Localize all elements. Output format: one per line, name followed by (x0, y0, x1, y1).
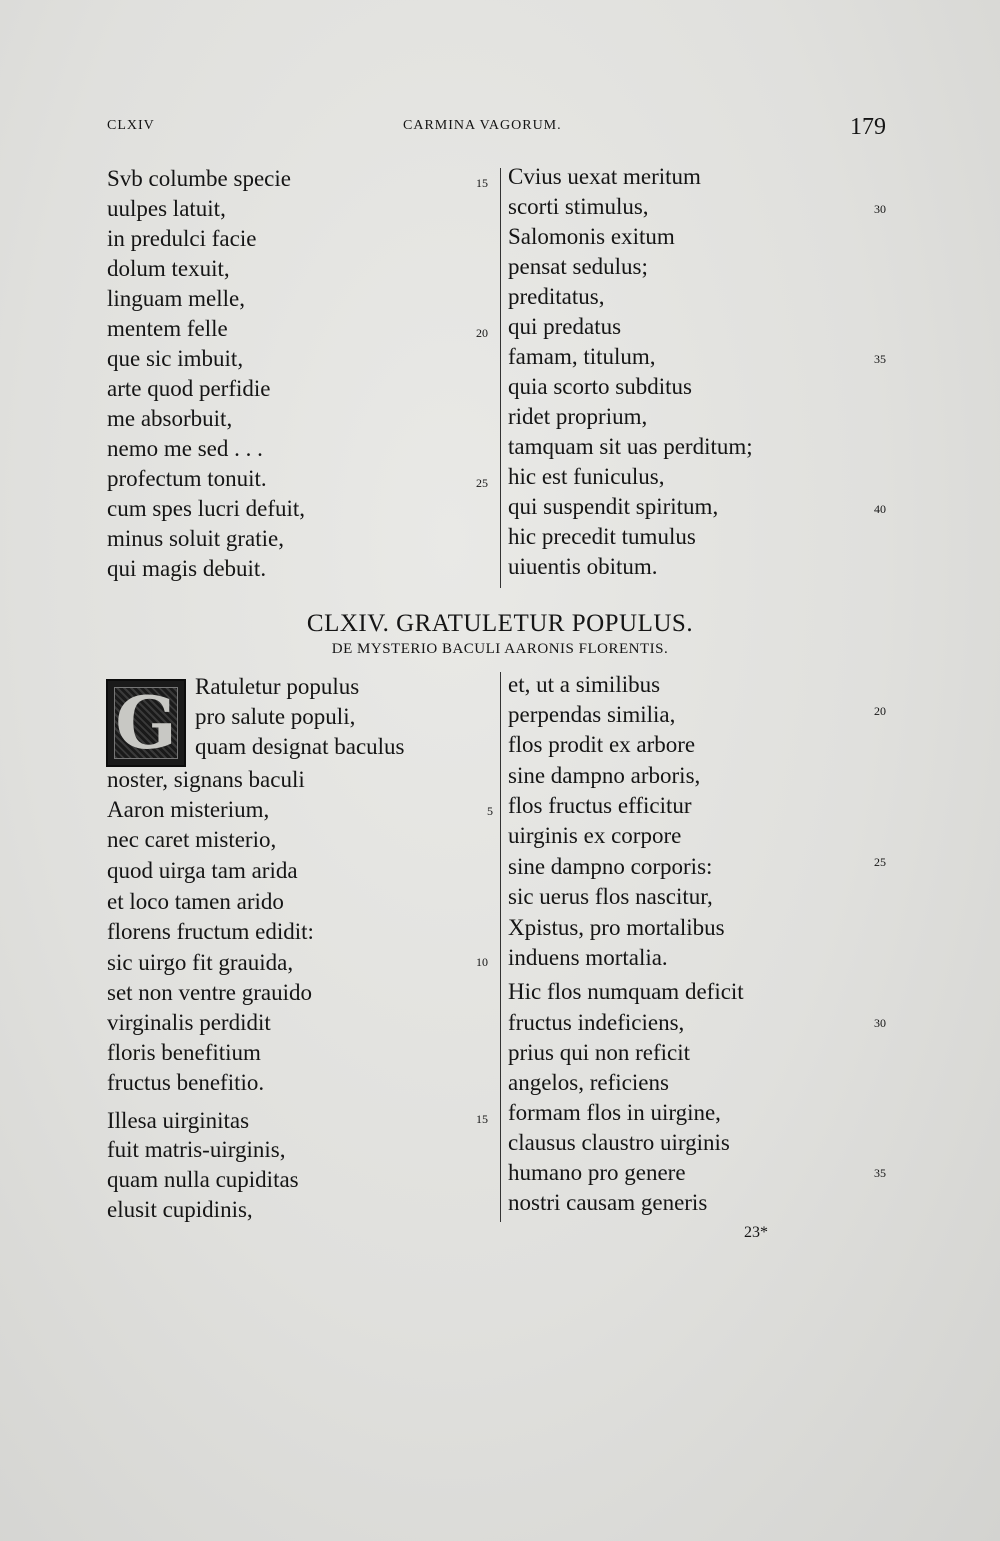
verse-line: pensat sedulus; (508, 254, 648, 279)
line-number: 20 (874, 704, 886, 718)
verse-line: Xpistus, pro mortalibus (508, 915, 725, 940)
line-number: 40 (874, 502, 886, 516)
verse-line: tamquam sit uas perditum; (508, 434, 753, 459)
verse-line: hic precedit tumulus (508, 524, 696, 549)
column-rule (500, 672, 501, 1222)
verse-line: in predulci facie (107, 226, 257, 251)
verse-line: Salomonis exitum (508, 224, 675, 249)
verse-line: et, ut a similibus (508, 672, 661, 697)
line-number: 35 (874, 1166, 886, 1180)
verse-line: mentem felle (107, 316, 228, 341)
verse-line: florens fructum edidit: (107, 919, 314, 944)
verse-line: fructus indeficiens, (508, 1010, 685, 1035)
verse-line: et loco tamen arido (107, 889, 284, 914)
line-number: 30 (874, 1016, 886, 1030)
verse-line: angelos, reficiens (508, 1070, 669, 1095)
verse-line: linguam melle, (107, 286, 245, 311)
verse-line: arte quod perfidie (107, 376, 271, 401)
verse-line: quam designat baculus (195, 734, 405, 759)
running-head-left: CLXIV (107, 118, 155, 133)
line-number: 15 (476, 176, 488, 190)
verse-line: noster, signans baculi (107, 767, 305, 792)
verse-line: ridet proprium, (508, 404, 648, 429)
page-number: 179 (850, 114, 886, 140)
verse-line: Hic flos numquam deficit (508, 979, 744, 1004)
verse-line: quia scorto subditus (508, 374, 692, 399)
decorated-initial (106, 679, 186, 767)
verse-line: uiuentis obitum. (508, 554, 658, 579)
verse-line: virginalis perdidit (107, 1010, 271, 1035)
line-number: 10 (476, 955, 488, 969)
verse-line: elusit cupidinis, (107, 1197, 253, 1222)
verse-line: famam, titulum, (508, 344, 656, 369)
verse-line: formam flos in uirgine, (508, 1100, 721, 1125)
verse-line: nostri causam generis (508, 1190, 708, 1215)
verse-line: sine dampno corporis: (508, 854, 713, 879)
verse-line: me absorbuit, (107, 406, 233, 431)
verse-line: humano pro genere (508, 1160, 686, 1185)
poem-subtitle: DE MYSTERIO BACULI AARONIS FLORENTIS. (331, 641, 669, 657)
verse-line: uulpes latuit, (107, 196, 226, 221)
verse-line: profectum tonuit. (107, 466, 267, 491)
verse-line: qui suspendit spiritum, (508, 494, 719, 519)
verse-line: sine dampno arboris, (508, 763, 701, 788)
line-number: 25 (874, 855, 886, 869)
verse-line: fuit matris-uirginis, (107, 1137, 286, 1162)
verse-line: flos fructus efficitur (508, 793, 692, 818)
verse-line: nec caret misterio, (107, 827, 277, 852)
verse-line: Svb columbe specie (107, 166, 291, 191)
column-rule (500, 168, 501, 588)
verse-line: clausus claustro uirginis (508, 1130, 730, 1155)
verse-line: sic uerus flos nascitur, (508, 884, 713, 909)
poem-title: CLXIV. GRATULETUR POPULUS. (306, 610, 694, 637)
verse-line: floris benefitium (107, 1040, 261, 1065)
verse-line: preditatus, (508, 284, 605, 309)
verse-line: qui predatus (508, 314, 622, 339)
verse-line: Cvius uexat meritum (508, 164, 701, 189)
verse-line: quam nulla cupiditas (107, 1167, 299, 1192)
verse-line: qui magis debuit. (107, 556, 267, 581)
line-number: 30 (874, 202, 886, 216)
verse-line: nemo me sed . . . (107, 436, 263, 461)
running-head-title: CARMINA VAGORUM. (403, 118, 562, 133)
verse-line: dolum texuit, (107, 256, 230, 281)
line-number: 25 (476, 476, 488, 490)
verse-line: hic est funiculus, (508, 464, 665, 489)
verse-line: prius qui non reficit (508, 1040, 691, 1065)
initial-letter: G (115, 680, 177, 765)
verse-line: Aaron misterium, (107, 797, 270, 822)
verse-line: quod uirga tam arida (107, 858, 298, 883)
folio-signature: 23* (744, 1224, 768, 1241)
verse-line: set non ventre grauido (107, 980, 313, 1005)
verse-line: induens mortalia. (508, 945, 668, 970)
verse-line: Ratuletur populus (195, 674, 360, 699)
line-number: 20 (476, 326, 488, 340)
verse-line: Illesa uirginitas (107, 1108, 250, 1133)
verse-line: minus soluit gratie, (107, 526, 284, 551)
verse-line: scorti stimulus, (508, 194, 649, 219)
verse-line: pro salute populi, (195, 704, 356, 729)
line-number: 35 (874, 352, 886, 366)
line-number: 5 (487, 804, 493, 818)
verse-line: flos prodit ex arbore (508, 732, 696, 757)
line-number: 15 (476, 1112, 488, 1126)
verse-line: sic uirgo fit grauida, (107, 950, 294, 975)
verse-line: fructus benefitio. (107, 1070, 265, 1095)
verse-line: uirginis ex corpore (508, 823, 682, 848)
verse-line: que sic imbuit, (107, 346, 244, 371)
verse-line: cum spes lucri defuit, (107, 496, 306, 521)
verse-line: perpendas similia, (508, 702, 676, 727)
